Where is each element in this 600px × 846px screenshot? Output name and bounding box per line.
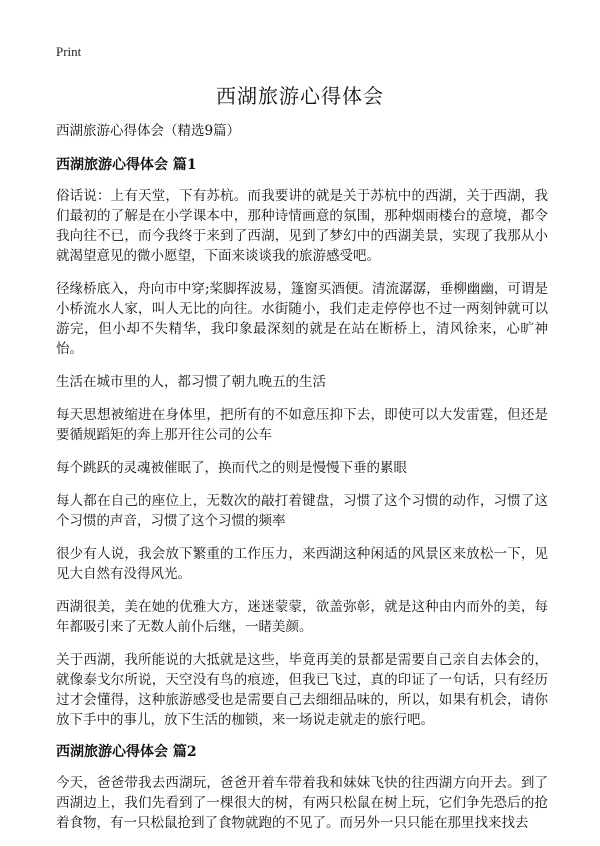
section-heading: 西湖旅游心得体会 篇1 <box>56 157 197 173</box>
paragraph: 很少有人说，我会放下繁重的工作压力，来西湖这种闲适的风景区来放松一下，见见大自然有没得风光。 <box>56 546 548 582</box>
paragraph: 俗话说：上有天堂，下有苏杭。而我要讲的就是关于苏杭中的西湖，关于西湖，我们最初的了解是在小学课本中，那种诗情画意的氛围，那种烟雨楼台的意境，都令我向往不已，而今我终于来到了西湖，见到了梦幻中的西湖美景，实现了我那从小就渴望意见的微小愿望，下面来谈谈我的旅游感受吧。 <box>56 188 548 264</box>
paragraph: 每个跳跃的灵魂被催眠了，换而代之的则是慢慢下垂的累眼 <box>56 460 407 476</box>
paragraph: 生活在城市里的人，都习惯了朝九晚五的生活 <box>56 374 326 390</box>
section-1 <box>56 156 548 730</box>
document-body <box>56 122 548 846</box>
print-link[interactable]: Print <box>56 44 82 59</box>
section-heading: 西湖旅游心得体会 篇2 <box>56 744 197 760</box>
paragraph: 西湖很美，美在她的优雅大方，迷迷蒙蒙，欲盖弥彰，就是这种由内而外的美，每年都吸引来了无数人前仆后继，一睹美颜。 <box>56 599 548 635</box>
paragraph: 今天，爸爸带我去西湖玩，爸爸开着车带着我和妹妹飞快的往西湖方向开去。到了西湖边上，我们先看到了一棵很大的树，有两只松鼠在树上玩，它们争先恐后的抢着食物，有一只松鼠抢到了食物就跑的不见了。而另外一只只能在那里找来找去 <box>56 775 548 831</box>
page-title: 西湖旅游心得体会 <box>216 84 384 108</box>
section-2 <box>56 743 548 833</box>
document-subtitle: 西湖旅游心得体会（精选9篇） <box>56 123 241 139</box>
paragraph: 关于西湖，我所能说的大抵就是这些，毕竟再美的景都是需要自己亲自去体会的，就像泰戈尔所说，天空没有鸟的痕迹，但我已飞过，真的印证了一句话，只有经历过才会懂得，这种旅游感受也是需要自己去细细品味的，所以，如果有机会，请你放下手中的事儿，放下生活的枷锁，来一场说走就走的旅行吧。 <box>56 652 548 728</box>
paragraph: 每天思想被缩进在身体里，把所有的不如意压抑下去，即使可以大发雷霆，但还是要循规蹈矩的奔上那开往公司的公车 <box>56 407 548 443</box>
paragraph: 径缘桥底入，舟向市中穿;桨脚挥波易，篷窗买酒便。清流潺潺，垂柳幽幽，可谓是小桥流水人家，叫人无比的向往。水街随小，我们走走停停也不过一两刻钟就可以游完，但小却不失精华，我印象最深刻的就是在站在断桥上，清风徐来，心旷神怡。 <box>56 281 548 357</box>
paragraph: 每人都在自己的座位上，无数次的敲打着键盘，习惯了这个习惯的动作，习惯了这个习惯的声音，习惯了这个习惯的频率 <box>56 493 548 529</box>
